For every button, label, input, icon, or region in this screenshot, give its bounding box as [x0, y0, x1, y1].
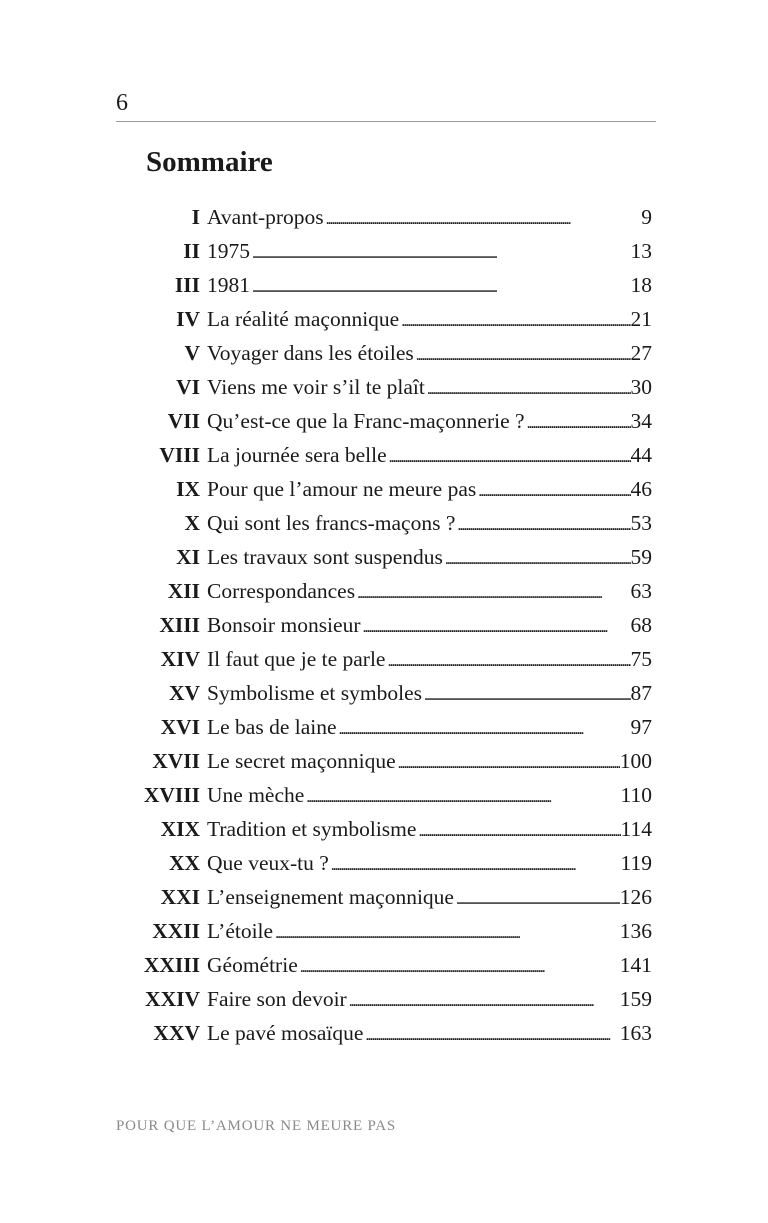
toc-chapter-title: La réalité maçonnique [207, 307, 400, 331]
toc-entry [100, 778, 652, 812]
toc-chapter-number: XX [168, 851, 200, 875]
toc-page-number: 100 [619, 749, 652, 773]
toc-entry [100, 506, 652, 540]
toc-chapter-title: Il faut que je te parle [207, 647, 386, 671]
toc-page-number: 68 [630, 613, 652, 637]
toc-page-number: 9 [641, 205, 652, 229]
toc-entry [100, 438, 652, 472]
toc-page-number: 159 [619, 987, 652, 1011]
toc-page-number: 44 [630, 443, 652, 467]
toc-chapter-number: VI [176, 375, 200, 399]
toc-chapter-number: XIII [159, 613, 200, 637]
page-title: Sommaire [146, 146, 273, 178]
toc-page-number: 141 [619, 953, 652, 977]
toc-page-number: 119 [620, 851, 652, 875]
toc-entry [100, 336, 652, 370]
toc-dot-leader [250, 237, 631, 271]
toc-dot-leader [337, 713, 631, 747]
toc-chapter-title: Le secret maçonnique [207, 749, 396, 773]
toc-chapter-number: X [184, 511, 200, 535]
toc-entry [100, 948, 652, 982]
toc-dot-leader [387, 441, 631, 475]
toc-dot-leader [385, 645, 630, 679]
toc-chapter-number: VIII [159, 443, 200, 467]
toc-dot-leader [396, 747, 620, 781]
toc-chapter-number: V [184, 341, 200, 365]
toc-chapter-title: Le bas de laine [207, 715, 337, 739]
toc-chapter-number: XIV [160, 647, 200, 671]
toc-chapter-title: Les travaux sont suspendus [207, 545, 443, 569]
toc-dot-leader [250, 271, 631, 305]
toc-chapter-title: 1975 [207, 239, 250, 263]
toc-chapter-title: Faire son devoir [207, 987, 347, 1011]
toc-chapter-number: XIX [160, 817, 200, 841]
toc-dot-leader [355, 577, 630, 611]
toc-entry [100, 404, 652, 438]
toc-chapter-number: XI [176, 545, 200, 569]
toc-page-number: 114 [620, 817, 652, 841]
toc-entry [100, 880, 652, 914]
toc-page-number: 87 [630, 681, 652, 705]
toc-chapter-number: II [183, 239, 200, 263]
toc-entry [100, 914, 652, 948]
toc-page-number: 27 [630, 341, 652, 365]
toc-entry [100, 574, 652, 608]
toc-entry [100, 608, 652, 642]
toc-chapter-number: IX [176, 477, 200, 501]
toc-chapter-title: Viens me voir s’il te plaît [207, 375, 425, 399]
toc-dot-leader [324, 203, 642, 237]
toc-dot-leader [347, 985, 620, 1019]
toc-dot-leader [422, 679, 631, 713]
toc-page-number: 21 [630, 307, 652, 331]
toc-chapter-number: XVII [152, 749, 200, 773]
toc-page-number: 30 [630, 375, 652, 399]
toc-chapter-title: Qu’est-ce que la Franc-maçonnerie ? [207, 409, 525, 433]
toc-dot-leader [329, 849, 621, 883]
toc-entry [100, 846, 652, 880]
toc-page-number: 13 [630, 239, 652, 263]
toc-dot-leader [363, 1019, 619, 1053]
toc-chapter-title: Une mèche [207, 783, 305, 807]
toc-chapter-number: XXV [153, 1021, 200, 1045]
toc-chapter-number: XVIII [143, 783, 200, 807]
toc-dot-leader [454, 883, 620, 917]
table-of-contents [100, 200, 652, 1050]
toc-chapter-number: XVI [160, 715, 200, 739]
toc-entry [100, 370, 652, 404]
header-rule [116, 121, 656, 122]
toc-dot-leader [525, 407, 631, 441]
toc-entry [100, 676, 652, 710]
running-footer: POUR QUE L’AMOUR NE MEURE PAS [116, 1118, 397, 1134]
toc-entry [100, 1016, 652, 1050]
toc-chapter-number: XII [167, 579, 200, 603]
toc-dot-leader [273, 917, 620, 951]
toc-chapter-number: III [174, 273, 200, 297]
toc-dot-leader [425, 373, 631, 407]
toc-page-number: 97 [630, 715, 652, 739]
toc-chapter-title: Que veux-tu ? [207, 851, 329, 875]
toc-page-number: 110 [620, 783, 652, 807]
toc-entry [100, 744, 652, 778]
toc-entry [100, 982, 652, 1016]
toc-page-number: 59 [630, 545, 652, 569]
toc-chapter-number: XV [168, 681, 200, 705]
toc-page-number: 46 [630, 477, 652, 501]
toc-dot-leader [443, 543, 631, 577]
toc-chapter-title: Géométrie [207, 953, 298, 977]
toc-entry [100, 812, 652, 846]
toc-entry [100, 200, 652, 234]
toc-entry [100, 302, 652, 336]
toc-chapter-title: Avant-propos [207, 205, 324, 229]
toc-page-number: 136 [619, 919, 652, 943]
toc-dot-leader [476, 475, 630, 509]
toc-chapter-title: L’enseignement maçonnique [207, 885, 454, 909]
toc-chapter-title: 1981 [207, 273, 250, 297]
toc-entry [100, 472, 652, 506]
toc-chapter-title: Voyager dans les étoiles [207, 341, 414, 365]
toc-chapter-title: Le pavé mosaïque [207, 1021, 364, 1045]
toc-dot-leader [360, 611, 630, 645]
toc-page-number: 163 [619, 1021, 652, 1045]
toc-chapter-title: Symbolisme et symboles [207, 681, 422, 705]
toc-page-number: 18 [630, 273, 652, 297]
toc-chapter-number: XXIV [145, 987, 200, 1011]
toc-chapter-number: XXIII [143, 953, 200, 977]
toc-chapter-number: XXII [152, 919, 200, 943]
toc-chapter-title: Qui sont les francs-maçons ? [207, 511, 456, 535]
toc-entry [100, 540, 652, 574]
toc-chapter-number: IV [176, 307, 200, 331]
toc-entry [100, 642, 652, 676]
toc-entry [100, 268, 652, 302]
toc-chapter-number: VII [167, 409, 200, 433]
toc-dot-leader [414, 339, 631, 373]
toc-chapter-title: Tradition et symbolisme [207, 817, 417, 841]
toc-chapter-title: Pour que l’amour ne meure pas [207, 477, 477, 501]
toc-chapter-title: L’étoile [207, 919, 274, 943]
toc-entry [100, 710, 652, 744]
toc-entry [100, 234, 652, 268]
toc-chapter-title: La journée sera belle [207, 443, 387, 467]
toc-chapter-number: XXI [160, 885, 200, 909]
toc-dot-leader [304, 781, 620, 815]
toc-chapter-title: Correspondances [207, 579, 356, 603]
toc-page-number: 75 [630, 647, 652, 671]
toc-page-number: 53 [630, 511, 652, 535]
toc-chapter-title: Bonsoir monsieur [207, 613, 361, 637]
toc-page-number: 126 [619, 885, 652, 909]
toc-dot-leader [399, 305, 630, 339]
toc-dot-leader [416, 815, 620, 849]
toc-page-number: 34 [630, 409, 652, 433]
page-number: 6 [116, 90, 128, 116]
toc-dot-leader [455, 509, 630, 543]
toc-chapter-number: I [191, 205, 200, 229]
toc-dot-leader [298, 951, 620, 985]
toc-page-number: 63 [630, 579, 652, 603]
